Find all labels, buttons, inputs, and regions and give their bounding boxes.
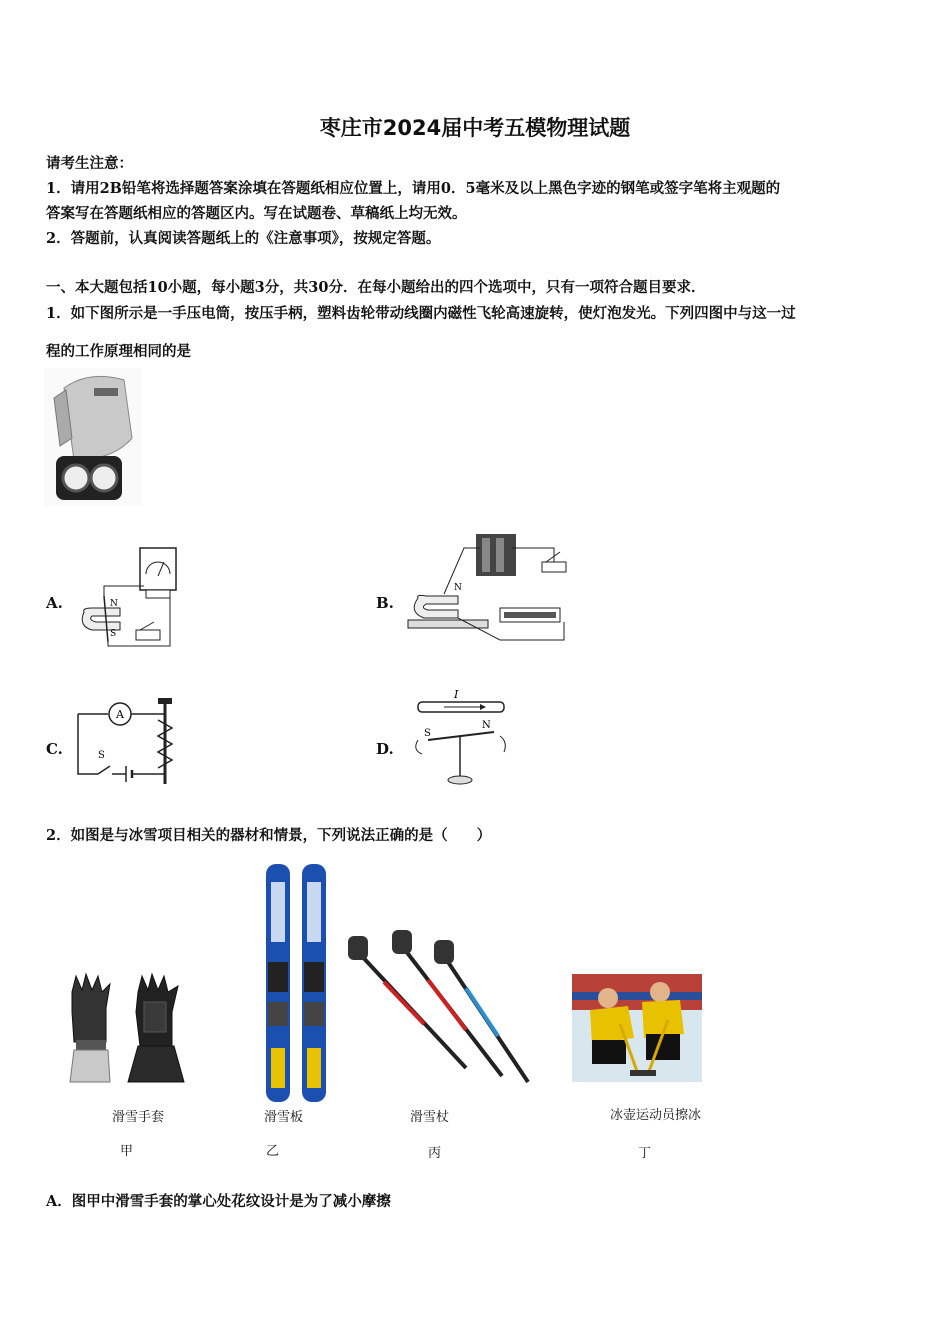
south-pole-label: S: [424, 728, 431, 739]
north-pole-label: N: [482, 720, 491, 731]
ski-poles-caption: 滑雪杖: [410, 1110, 450, 1125]
pole-s-label: S: [110, 629, 117, 639]
notice-heading: 请考生注意：: [46, 155, 133, 172]
option-b-figure: [404, 528, 584, 652]
notice-item-1-line-1: 1．请用2B铅笔将选择题答案涂填在答题纸相应位置上，请用0．5毫米及以上黑色字迹的钢笔或签字笔将主观题的: [46, 180, 781, 197]
ski-gloves-image: [66, 972, 190, 1086]
option-d-label: D.: [376, 740, 394, 758]
ski-gloves-tag: 甲: [120, 1144, 134, 1159]
question-1-line-1: 1．如下图所示是一手压电筒，按压手柄，塑料齿轮带动线圈内磁性飞轮高速旋转，使灯泡发光。下列四图中与这一过: [46, 305, 796, 322]
option-c-figure: [74, 694, 182, 790]
notice-item-2: 2．答题前，认真阅读答题纸上的《注意事项》，按规定答题。: [46, 230, 441, 247]
notice-item-1-line-2: 答案写在答题纸相应的答题区内。写在试题卷、草稿纸上均无效。: [46, 205, 467, 222]
page-title: 枣庄市2024届中考五模物理试题: [319, 116, 631, 140]
switch-label: S: [98, 750, 105, 761]
section-1-heading: 一、本大题包括10小题，每小题3分，共30分．在每小题给出的四个选项中，只有一项符合题目要求．: [46, 279, 706, 296]
ski-poles-tag: 丙: [428, 1146, 442, 1161]
pole-n-label: N: [110, 599, 118, 609]
curling-sweepers-image: [572, 974, 702, 1082]
curling-tag: 丁: [638, 1146, 652, 1161]
ammeter-label: A: [116, 708, 124, 721]
pole-n-label-b: N: [454, 583, 462, 593]
option-a-figure: [74, 546, 184, 652]
curling-caption: 冰壶运动员擦冰: [610, 1108, 702, 1123]
question-1-line-2: 程的工作原理相同的是: [46, 343, 191, 360]
current-label: I: [454, 688, 459, 701]
option-a-label: A.: [46, 594, 63, 612]
option-b-label: B.: [376, 594, 394, 612]
skis-tag: 乙: [266, 1144, 280, 1159]
skis-caption: 滑雪板: [264, 1110, 304, 1125]
ski-poles-image: [344, 926, 534, 1086]
flashlight-image: [44, 368, 142, 506]
ski-gloves-caption: 滑雪手套: [112, 1110, 165, 1125]
option-d-figure: [404, 686, 512, 790]
question-2-option-a: A．图甲中滑雪手套的掌心处花纹设计是为了减小摩擦: [46, 1193, 391, 1210]
option-c-label: C.: [46, 740, 63, 758]
skis-image: [262, 862, 332, 1106]
question-2-stem: 2．如图是与冰雪项目相关的器材和情景，下列说法正确的是（ ）: [46, 827, 492, 844]
